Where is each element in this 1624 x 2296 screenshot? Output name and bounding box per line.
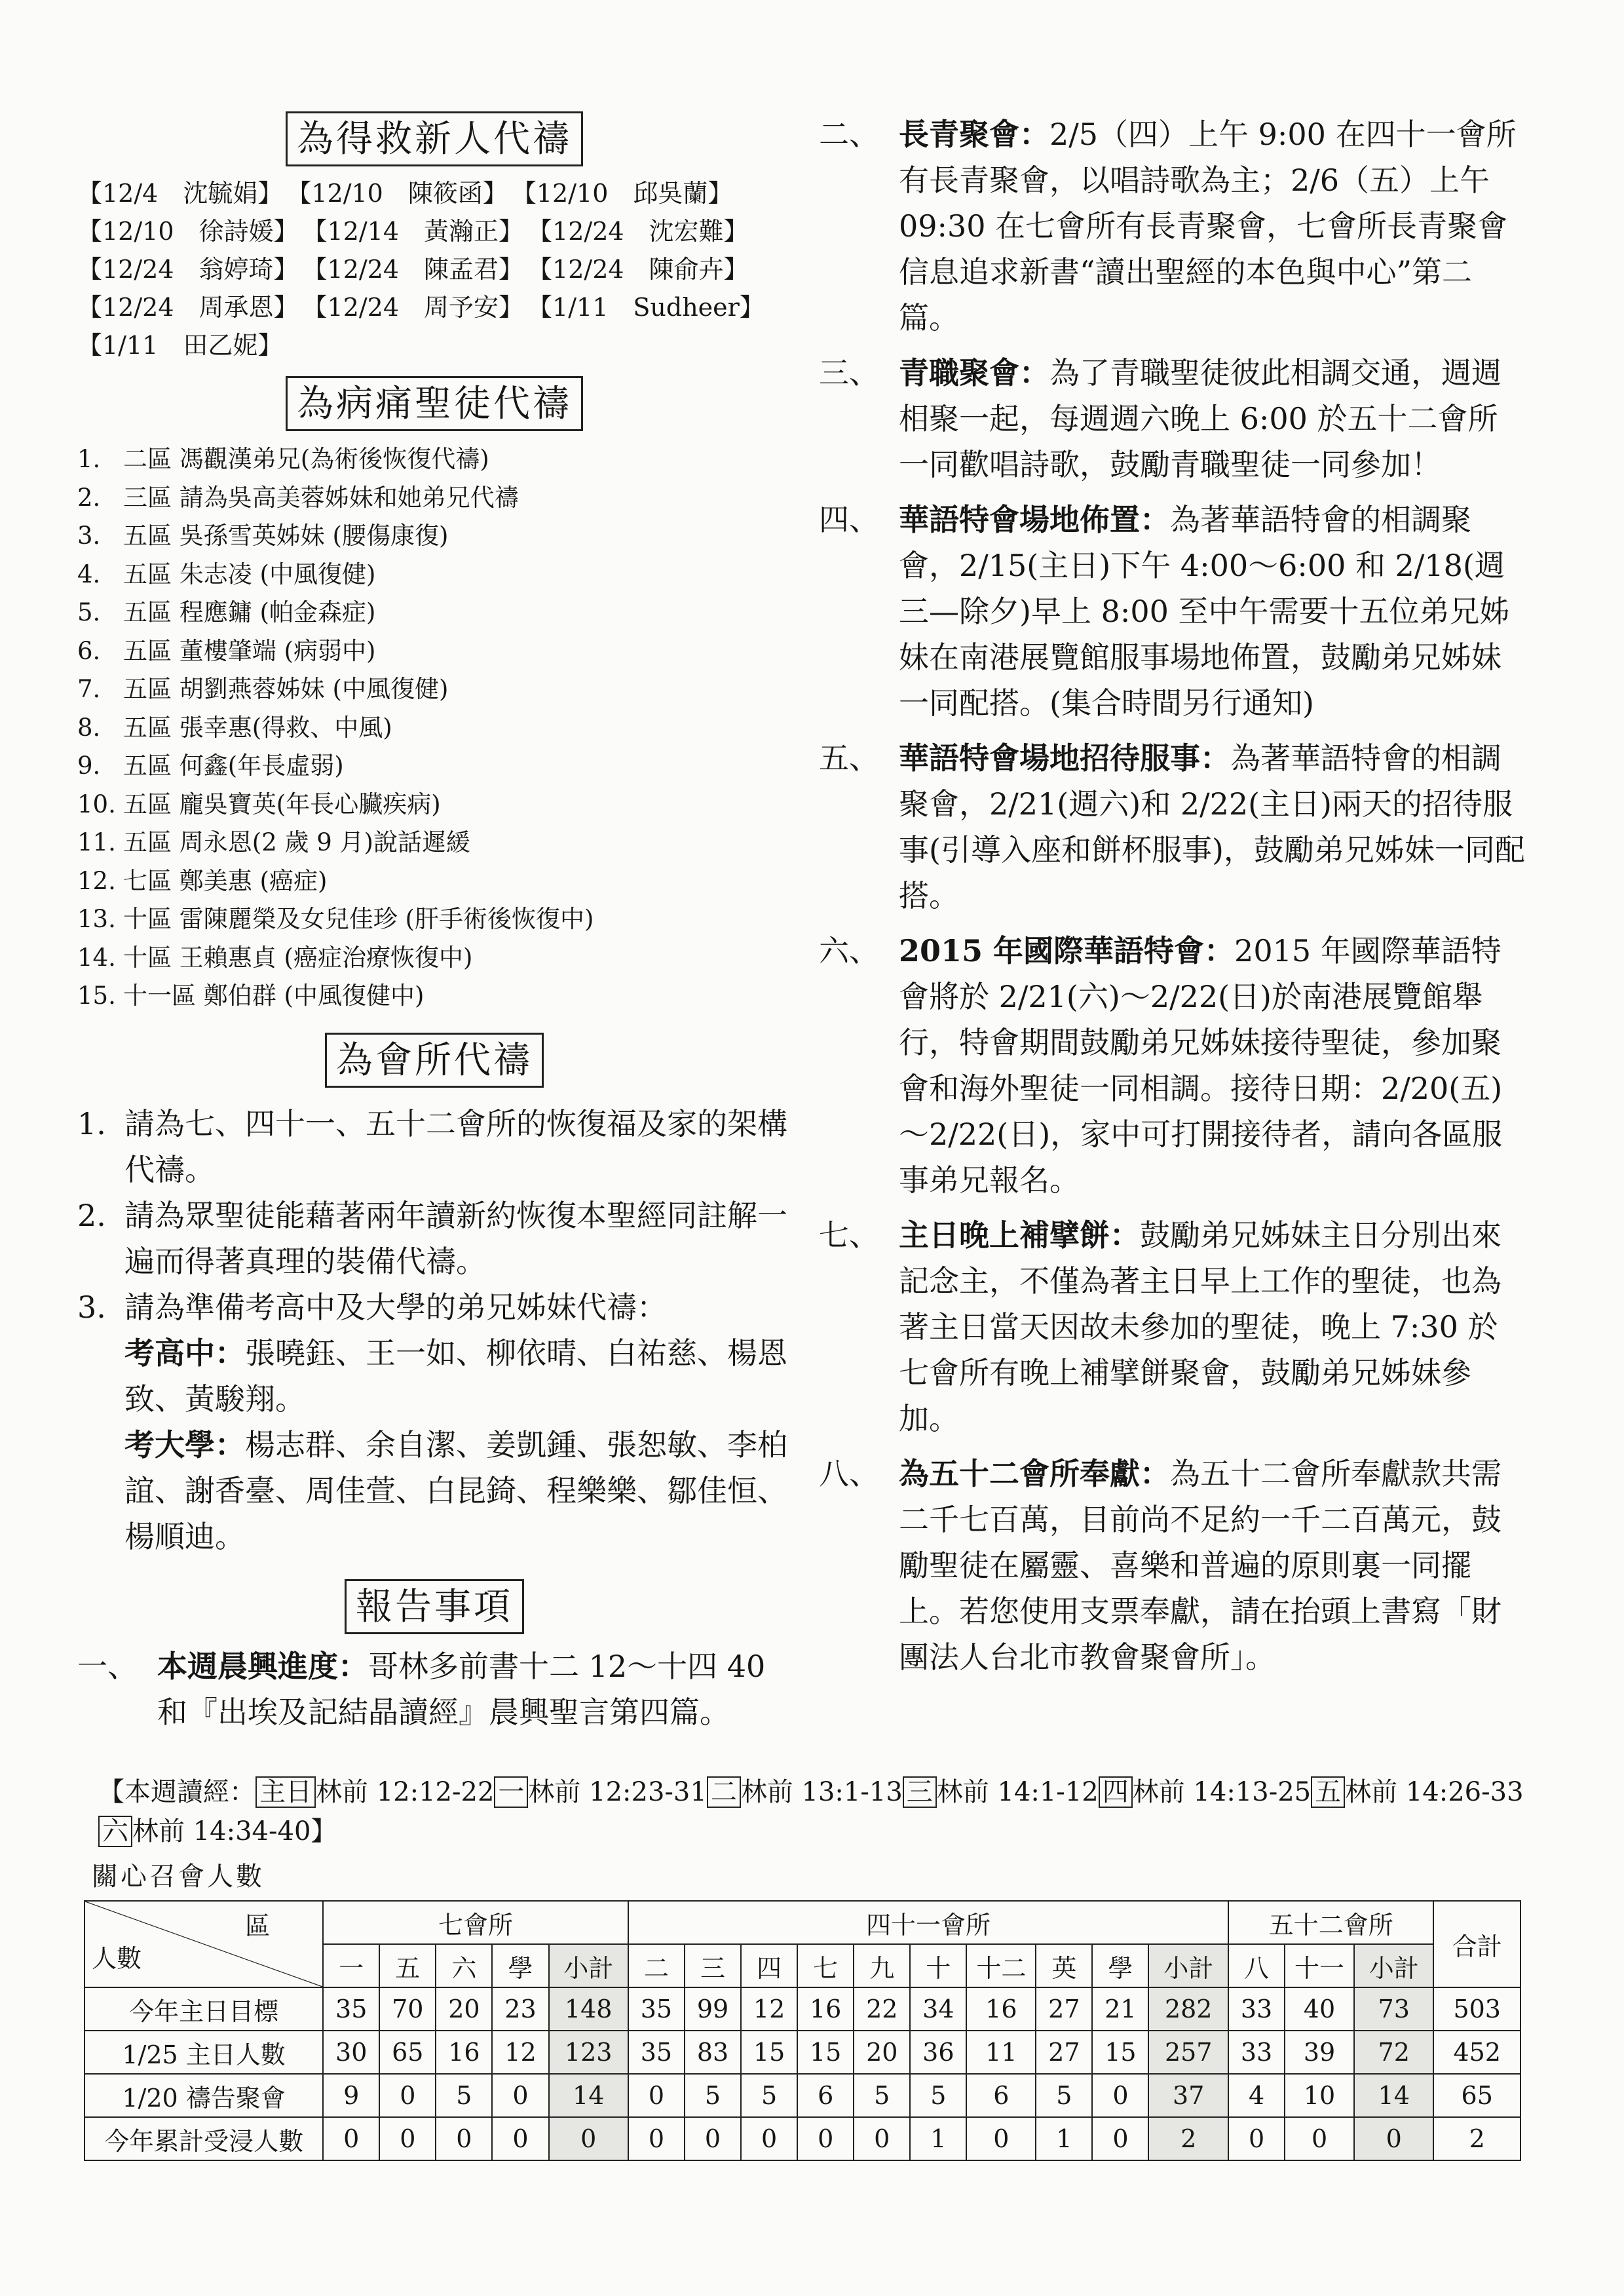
table-row (85, 2117, 1520, 2160)
item-number: 10. (77, 790, 116, 818)
table-cell: 0 (436, 2117, 492, 2160)
list-item (77, 556, 791, 594)
item-text: 五區 吳孫雪英姊妹 (腰傷康復) (123, 522, 449, 550)
table-cell: 27 (1036, 2031, 1092, 2074)
list-item (77, 440, 791, 479)
name-entry: 【12/24 周承恩】 (77, 293, 299, 322)
item-text: 請為眾聖徒能藉著兩年讀新約恢復本聖經同註解一遍而得著真理的裝備代禱。 (124, 1197, 787, 1279)
item-number: 1. (77, 1105, 106, 1141)
item-number: 2. (77, 483, 101, 512)
table-cell: 39 (1285, 2031, 1354, 2074)
item-number: 8. (77, 713, 101, 742)
name-entry: 【12/10 徐詩媛】 (77, 217, 299, 246)
table-cell: 148 (549, 1987, 628, 2031)
table-cell: 0 (492, 2074, 548, 2117)
name-entry: 【12/24 翁婷琦】 (77, 255, 299, 284)
report-heading: 本週晨興進度： (157, 1648, 368, 1684)
report-item (819, 1451, 1526, 1680)
table-cell: 0 (549, 2117, 628, 2160)
report-heading: 2015 年國際華語特會： (899, 933, 1235, 968)
table-cell: 257 (1148, 2031, 1228, 2074)
report-number: 二、 (819, 117, 879, 152)
reports-title: 報告事項 (345, 1579, 524, 1634)
table-cell: 0 (854, 2117, 910, 2160)
item-text: 請為七、四十一、五十二會所的恢復福及家的架構代禱。 (124, 1105, 787, 1187)
table-cell: 0 (1092, 2117, 1148, 2160)
report-number: 五、 (819, 740, 879, 776)
column-header: 四 (741, 1944, 797, 1987)
report-heading: 主日晚上補擘餅： (899, 1217, 1140, 1253)
table-cell: 73 (1354, 1987, 1433, 2031)
high-school-label: 考高中： (124, 1335, 245, 1371)
report-item (819, 497, 1526, 726)
table-cell: 20 (436, 1987, 492, 2031)
table-cell: 12 (741, 1987, 797, 2031)
table-cell: 2 (1148, 2117, 1228, 2160)
report-number: 八、 (819, 1456, 879, 1491)
report-body: 2015 年國際華語特會將於 2/21(六)～2/22(日)於南港展覽館舉行，特會期間鼓勵弟兄姊妹接待聖徒，參加聚會和海外聖徒一同相調。接待日期：2/20(五)～2/22(日)，家中可打開接待者，請向各區服事弟兄報名。 (899, 933, 1503, 1198)
table-cell: 35 (628, 2031, 685, 2074)
table-cell: 65 (379, 2031, 436, 2074)
item-text: 五區 胡劉燕蓉姊妹 (中風復健) (123, 675, 449, 703)
list-item (77, 977, 791, 1016)
table-cell: 0 (628, 2117, 685, 2160)
report-body: 為著華語特會的相調聚會，2/21(週六)和 2/22(主日)兩天的招待服事(引導入座和餅杯服事)，鼓勵弟兄姊妹一同配搭。 (899, 740, 1525, 913)
corner-top-label: 區 (245, 1911, 271, 1940)
table-cell: 5 (741, 2074, 797, 2117)
name-row (77, 174, 791, 212)
table-cell: 11 (966, 2031, 1036, 2074)
reading-day: 二 (707, 1776, 741, 1808)
table-cell: 0 (628, 2074, 685, 2117)
corner-cell (85, 1901, 323, 1987)
item-number: 2. (77, 1197, 106, 1233)
reading-ref: 林前 14:26-33 (1345, 1777, 1524, 1807)
report-item (819, 1212, 1526, 1442)
table-cell: 33 (1228, 1987, 1285, 2031)
reading-ref: 林前 12:23-31 (528, 1777, 707, 1807)
table-cell: 123 (549, 2031, 628, 2074)
table-cell: 15 (797, 2031, 854, 2074)
row-label: 1/20 禱告聚會 (85, 2074, 323, 2117)
report-number: 四、 (819, 502, 879, 537)
name-entry: 【12/24 陳俞卉】 (527, 255, 749, 284)
reading-day: 五 (1311, 1776, 1345, 1808)
reading-ref: 林前 12:12-22 (316, 1777, 495, 1807)
table-cell: 0 (966, 2117, 1036, 2160)
reports-list-right (819, 111, 1526, 1680)
header-row (85, 1901, 1520, 1944)
hall-title: 為會所代禱 (325, 1033, 544, 1088)
name-row (77, 212, 791, 250)
attendance-table (84, 1900, 1521, 2161)
column-header: 小計 (1354, 1944, 1433, 1987)
table-cell: 0 (685, 2117, 741, 2160)
table-cell: 5 (1036, 2074, 1092, 2117)
table-cell: 23 (492, 1987, 548, 2031)
table-cell: 72 (1354, 2031, 1433, 2074)
table-cell: 5 (910, 2074, 966, 2117)
reading-prefix: 【本週讀經： (98, 1777, 255, 1807)
item-text: 十區 王賴惠貞 (癌症治療恢復中) (123, 943, 473, 972)
reading-ref: 林前 14:1-12 (936, 1777, 1099, 1807)
list-item (77, 479, 791, 518)
table-cell: 14 (549, 2074, 628, 2117)
list-item (77, 1284, 791, 1559)
table-cell: 2 (1433, 2117, 1520, 2160)
reading-day: 一 (494, 1776, 528, 1808)
table-cell: 35 (628, 1987, 685, 2031)
column-header: 二 (628, 1944, 685, 1987)
list-item (77, 786, 791, 824)
table-cell: 16 (966, 1987, 1036, 2031)
table-row (85, 1987, 1520, 2031)
column-header: 九 (854, 1944, 910, 1987)
item-number: 1. (77, 445, 101, 473)
list-item (77, 594, 791, 632)
report-item (819, 928, 1526, 1203)
item-number: 15. (77, 982, 116, 1010)
table-cell: 0 (379, 2074, 436, 2117)
column-header: 十二 (966, 1944, 1036, 1987)
reading-day: 四 (1099, 1776, 1133, 1808)
table-cell: 0 (741, 2117, 797, 2160)
reading-ref: 林前 14:34-40 (132, 1816, 311, 1846)
total-header: 合計 (1433, 1901, 1520, 1987)
table-cell: 1 (1036, 2117, 1092, 2160)
column-header: 學 (1092, 1944, 1148, 1987)
list-item (77, 517, 791, 556)
report-number: 一、 (77, 1648, 138, 1684)
table-cell: 14 (1354, 2074, 1433, 2117)
new-saved-title: 為得救新人代禱 (286, 111, 583, 166)
attendance-title: 關心召會人數 (92, 1862, 265, 1892)
list-item (77, 632, 791, 671)
column-header: 學 (492, 1944, 548, 1987)
reading-day: 主日 (255, 1776, 316, 1808)
item-number: 4. (77, 560, 101, 588)
new-saved-list (77, 174, 791, 364)
table-cell: 5 (436, 2074, 492, 2117)
corner-bottom-label: 人數 (92, 1944, 142, 1973)
item-text: 三區 請為吳高美蓉姊妹和她弟兄代禱 (123, 483, 519, 512)
table-cell: 503 (1433, 1987, 1520, 2031)
table-cell: 452 (1433, 2031, 1520, 2074)
table-cell: 0 (797, 2117, 854, 2160)
table-cell: 10 (1285, 2074, 1354, 2117)
table-cell: 12 (492, 2031, 548, 2074)
item-number: 5. (77, 598, 101, 626)
reading-ref: 林前 14:13-25 (1132, 1777, 1312, 1807)
item-number: 9. (77, 752, 101, 780)
list-item (77, 1101, 791, 1193)
item-text: 二區 馮觀漢弟兄(為術後恢復代禱) (123, 445, 489, 473)
name-entry: 【1/11 田乙妮】 (77, 331, 283, 360)
high-school-names: 張曉鈺、王一如、柳依晴、白祐慈、楊恩致、黃駿翔。 (124, 1335, 787, 1417)
item-text: 十區 雷陳麗榮及女兒佳珍 (肝手術後恢復中) (123, 905, 594, 933)
weekly-reading (98, 1772, 1533, 1851)
table-cell: 37 (1148, 2074, 1228, 2117)
item-number: 11. (77, 828, 116, 856)
report-body: 為著華語特會的相調聚會，2/15(主日)下午 4:00～6:00 和 2/18(週三—除夕)早上 8:00 至中午需要十五位弟兄姊妹在南港展覽館服事場地佈置，鼓勵弟兄姊妹一同配搭。(集合時間另行通知) (899, 502, 1510, 721)
list-item (77, 824, 791, 862)
report-item (819, 111, 1526, 341)
university-label: 考大學： (124, 1426, 245, 1463)
report-item (819, 735, 1526, 919)
table-cell: 0 (323, 2117, 379, 2160)
name-entry: 【12/4 沈毓娟】 (77, 179, 283, 208)
report-body: 為五十二會所奉獻款共需二千七百萬，目前尚不足約一千二百萬元，鼓勵聖徒在屬靈、喜樂和普遍的原則裏一同擺上。若您使用支票奉獻，請在抬頭上書寫「財團法人台北市教會聚會所」。 (899, 1456, 1501, 1675)
item-number: 12. (77, 866, 116, 895)
left-column (77, 111, 791, 1744)
reading-ref: 林前 13:1-13 (740, 1777, 903, 1807)
table-cell: 0 (379, 2117, 436, 2160)
table-cell: 16 (797, 1987, 854, 2031)
item-number: 13. (77, 905, 116, 933)
name-entry: 【12/10 陳筱函】 (286, 179, 508, 208)
table-cell: 15 (741, 2031, 797, 2074)
name-entry: 【12/14 黃瀚正】 (302, 217, 524, 246)
table-cell: 34 (910, 1987, 966, 2031)
item-number: 7. (77, 675, 101, 703)
name-row (77, 326, 791, 364)
table-cell: 30 (323, 2031, 379, 2074)
list-item (77, 862, 791, 901)
table-cell: 65 (1433, 2074, 1520, 2117)
column-header: 五 (379, 1944, 436, 1987)
column-header: 十一 (1285, 1944, 1354, 1987)
item-text: 五區 周永恩(2 歲 9 月)說話遲緩 (123, 828, 470, 856)
item-text: 五區 朱志凌 (中風復健) (123, 560, 376, 588)
report-item (819, 350, 1526, 488)
report-heading: 長青聚會： (899, 117, 1049, 152)
table-cell: 22 (854, 1987, 910, 2031)
item-number: 3. (77, 1289, 106, 1325)
table-row (85, 2031, 1520, 2074)
right-column (819, 111, 1526, 1689)
report-body: 哥林多前書十二 12～十四 40 和『出埃及記結晶讀經』晨興聖言第四篇。 (157, 1648, 766, 1730)
table-cell: 99 (685, 1987, 741, 2031)
report-heading: 華語特會場地招待服事： (899, 740, 1230, 776)
table-cell: 15 (1092, 2031, 1148, 2074)
list-item (77, 747, 791, 786)
reading-day: 六 (98, 1816, 132, 1847)
report-number: 七、 (819, 1217, 879, 1253)
table-cell: 5 (685, 2074, 741, 2117)
item-text: 五區 龐吳寶英(年長心臟疾病) (123, 790, 441, 818)
table-cell: 0 (492, 2117, 548, 2160)
table-cell: 0 (1285, 2117, 1354, 2160)
table-cell: 0 (1228, 2117, 1285, 2160)
group-header: 五十二會所 (1228, 1901, 1433, 1944)
hall-prayer-list (77, 1101, 791, 1559)
group-header: 七會所 (323, 1901, 628, 1944)
row-label: 今年主日目標 (85, 1987, 323, 2031)
table-cell: 0 (1092, 2074, 1148, 2117)
report-heading: 華語特會場地佈置： (899, 502, 1170, 537)
table-cell: 5 (854, 2074, 910, 2117)
item-text: 十一區 鄭伯群 (中風復健中) (123, 982, 425, 1010)
column-header: 小計 (1148, 1944, 1228, 1987)
item-number: 3. (77, 522, 101, 550)
column-header: 英 (1036, 1944, 1092, 1987)
name-entry: 【12/24 周予安】 (302, 293, 524, 322)
name-entry: 【1/11 Sudheer】 (527, 293, 765, 322)
report-body: 2/5（四）上午 9:00 在四十一會所有長青聚會，以唱詩歌為主；2/6（五）上午 09:30 在七會所有長青聚會，七會所長青聚會信息追求新書“讀出聖經的本色與中心”第二篇。 (899, 117, 1517, 335)
table-cell: 21 (1092, 1987, 1148, 2031)
item-text: 五區 何鑫(年長虛弱) (123, 752, 344, 780)
table-cell: 4 (1228, 2074, 1285, 2117)
table-cell: 70 (379, 1987, 436, 2031)
name-entry: 【12/10 邱吳蘭】 (511, 179, 733, 208)
table-cell: 6 (797, 2074, 854, 2117)
item-text: 請為準備考高中及大學的弟兄姊妹代禱： (124, 1289, 667, 1325)
table-cell: 0 (1354, 2117, 1433, 2160)
row-label: 今年累計受浸人數 (85, 2117, 323, 2160)
table-cell: 36 (910, 2031, 966, 2074)
report-item (77, 1643, 791, 1735)
table-cell: 33 (1228, 2031, 1285, 2074)
report-heading: 青職聚會： (899, 355, 1049, 391)
item-text: 五區 張幸惠(得救、中風) (123, 713, 392, 742)
table-row (85, 2074, 1520, 2117)
list-item (77, 670, 791, 709)
list-item (77, 900, 791, 939)
university-names: 楊志群、余自潔、姜凱鍾、張恕敏、李柏誼、謝香臺、周佳萱、白昆錡、程樂樂、鄒佳恒、楊順迪。 (124, 1426, 787, 1554)
table-cell: 282 (1148, 1987, 1228, 2031)
table-cell: 40 (1285, 1987, 1354, 2031)
name-entry: 【12/24 沈宏難】 (527, 217, 749, 246)
column-header: 八 (1228, 1944, 1285, 1987)
name-entry: 【12/24 陳孟君】 (302, 255, 524, 284)
item-text: 七區 鄭美惠 (癌症) (123, 866, 328, 895)
sick-list (77, 440, 791, 1016)
item-text: 五區 程應鏞 (帕金森症) (123, 598, 376, 626)
column-header: 七 (797, 1944, 854, 1987)
column-header: 十 (910, 1944, 966, 1987)
column-header: 六 (436, 1944, 492, 1987)
column-header: 一 (323, 1944, 379, 1987)
column-header: 三 (685, 1944, 741, 1987)
name-row (77, 250, 791, 288)
report-body: 鼓勵弟兄姊妹主日分別出來記念主，不僅為著主日早上工作的聖徒，也為著主日當天因故未參加的聖徒，晚上 7:30 於七會所有晚上補擘餅聚會，鼓勵弟兄姊妹參加。 (899, 1217, 1501, 1436)
table-cell: 6 (966, 2074, 1036, 2117)
report-number: 三、 (819, 355, 879, 391)
table-cell: 1 (910, 2117, 966, 2160)
name-row (77, 288, 791, 326)
row-label: 1/25 主日人數 (85, 2031, 323, 2074)
report-body: 為了青職聖徒彼此相調交通，週週相聚一起，每週週六晚上 6:00 於五十二會所一同歡唱詩歌，鼓勵青職聖徒一同參加！ (899, 355, 1501, 482)
table-cell: 35 (323, 1987, 379, 2031)
list-item (77, 939, 791, 978)
reading-day: 三 (903, 1776, 937, 1808)
table-cell: 83 (685, 2031, 741, 2074)
column-header: 小計 (549, 1944, 628, 1987)
list-item (77, 1193, 791, 1284)
item-number: 14. (77, 943, 116, 972)
table-cell: 16 (436, 2031, 492, 2074)
report-number: 六、 (819, 933, 879, 968)
group-header: 四十一會所 (628, 1901, 1228, 1944)
item-text: 五區 董樓肇端 (病弱中) (123, 636, 376, 665)
reports-list-left (77, 1643, 791, 1735)
report-heading: 為五十二會所奉獻： (899, 1456, 1170, 1491)
sick-title: 為病痛聖徒代禱 (286, 376, 583, 431)
item-number: 6. (77, 636, 101, 665)
table-cell: 9 (323, 2074, 379, 2117)
table-cell: 27 (1036, 1987, 1092, 2031)
table-cell: 20 (854, 2031, 910, 2074)
reading-suffix: 】 (311, 1816, 337, 1846)
list-item (77, 709, 791, 748)
